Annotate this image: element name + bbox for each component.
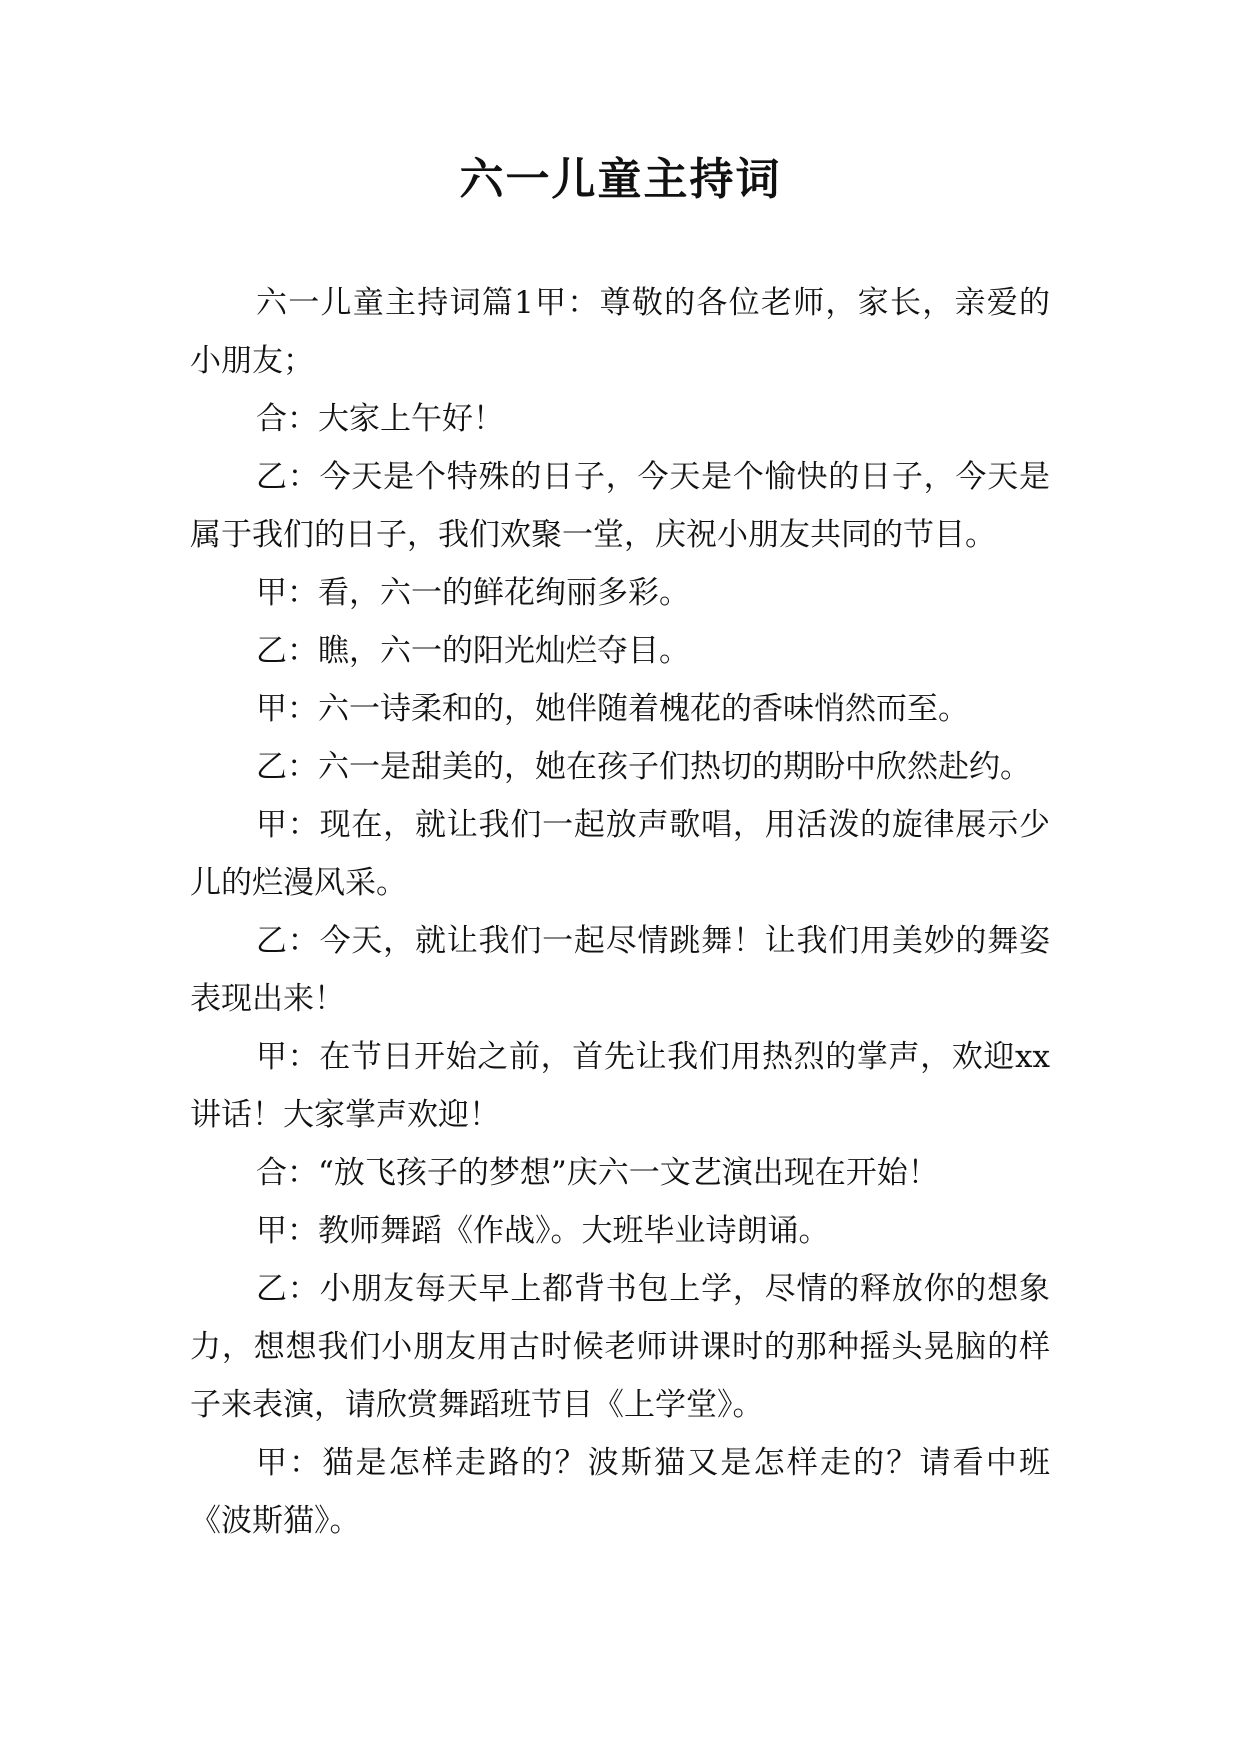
- paragraph: 甲：看，六一的鲜花绚丽多彩。: [256, 575, 690, 611]
- paragraph: 乙：小朋友每天早上都背书包上学，尽情的释放你的想象力，想想我们小朋友用古时候老师讲课时的那种摇头晃脑的样子来表演，请欣赏舞蹈班节目《上学堂》。: [190, 1271, 1050, 1423]
- document-body: [190, 274, 1050, 1550]
- paragraph: 甲：现在，就让我们一起放声歌唱，用活泼的旋律展示少儿的烂漫风采。: [190, 807, 1050, 901]
- paragraph: 六一儿童主持词篇1甲：尊敬的各位老师，家长，亲爱的小朋友；: [190, 285, 1050, 379]
- paragraph: 合：大家上午好！: [256, 401, 504, 437]
- paragraph: 乙：今天，就让我们一起尽情跳舞！让我们用美妙的舞姿表现出来！: [190, 923, 1050, 1017]
- paragraph: 合：“放飞孩子的梦想”庆六一文艺演出现在开始！: [256, 1155, 939, 1191]
- document-title: 六一儿童主持词: [459, 154, 782, 205]
- paragraph: 甲：在节日开始之前，首先让我们用热烈的掌声，欢迎xx讲话！大家掌声欢迎！: [190, 1039, 1050, 1133]
- paragraph: 乙：六一是甜美的，她在孩子们热切的期盼中欣然赴约。: [256, 749, 1031, 785]
- paragraph: 甲：猫是怎样走路的？波斯猫又是怎样走的？请看中班《波斯猫》。: [190, 1445, 1050, 1539]
- paragraph: 甲：六一诗柔和的，她伴随着槐花的香味悄然而至。: [256, 691, 969, 727]
- paragraph: 乙：瞧，六一的阳光灿烂夺目。: [256, 633, 690, 669]
- paragraph: 乙：今天是个特殊的日子，今天是个愉快的日子，今天是属于我们的日子，我们欢聚一堂，庆祝小朋友共同的节目。: [190, 459, 1050, 553]
- paragraph: 甲：教师舞蹈《作战》。大班毕业诗朗诵。: [256, 1213, 830, 1249]
